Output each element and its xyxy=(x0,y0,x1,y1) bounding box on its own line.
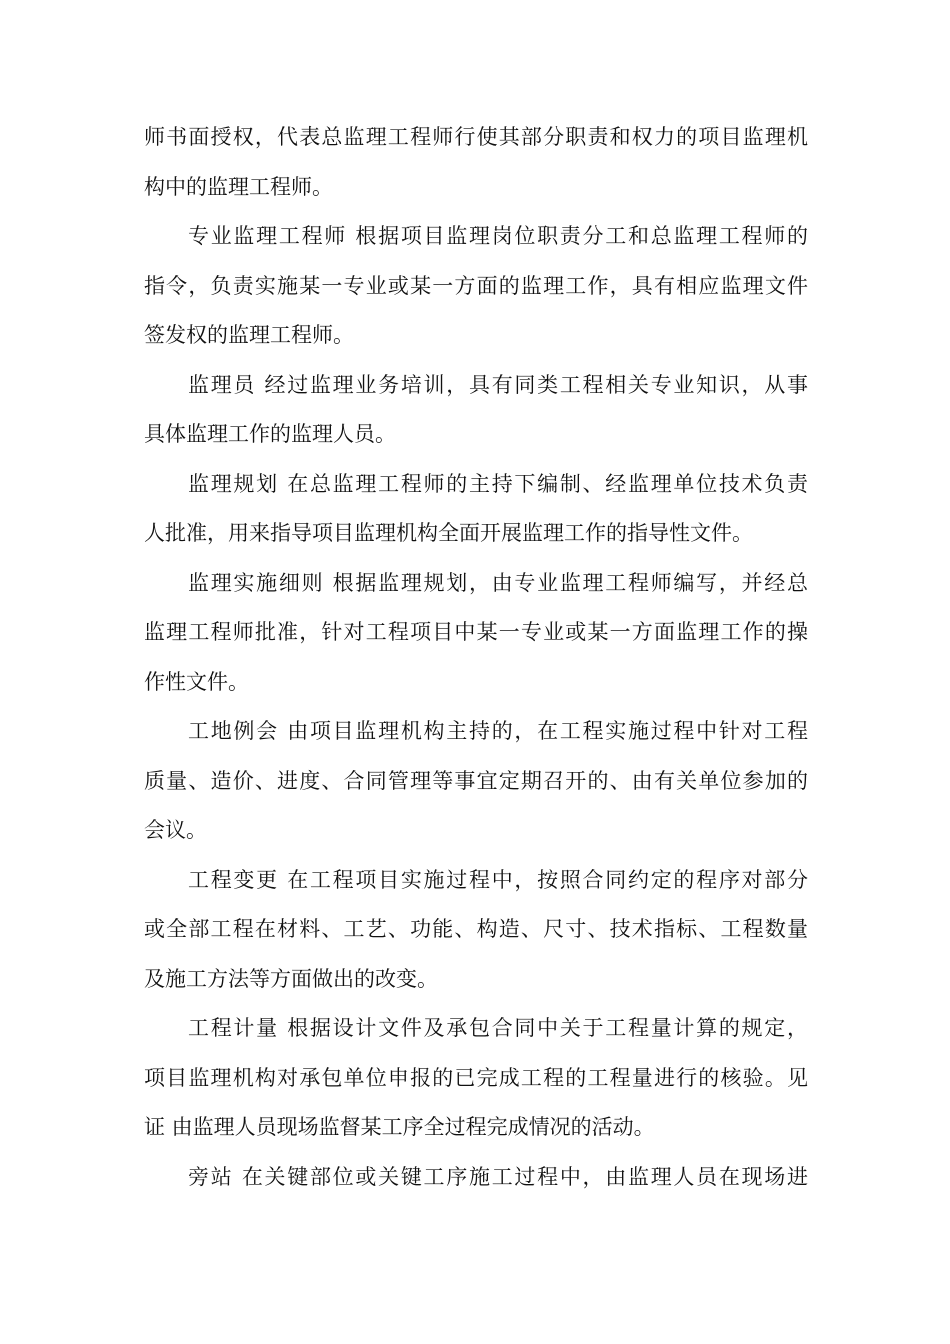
text-line-14: 质量、造价、进度、合同管理等事宜定期召开的、由有关单位参加的 xyxy=(144,768,808,793)
text-line-2: 构中的监理工程师。 xyxy=(144,174,333,199)
text-line-11: 监理工程师批准，针对工程项目中某一专业或某一方面监理工作的操 xyxy=(144,620,808,644)
document-body xyxy=(144,113,808,1202)
text-line-17: 或全部工程在材料、工艺、功能、构造、尺寸、技术指标、工程数量 xyxy=(144,917,808,941)
text-line-10: 监理实施细则 根据监理规划，由专业监理工程师编写，并经总 xyxy=(188,570,808,595)
text-line-1: 师书面授权，代表总监理工程师行使其部分职责和权力的项目监理机 xyxy=(144,125,808,149)
text-line-3: 专业监理工程师 根据项目监理岗位职责分工和总监理工程师的 xyxy=(188,224,808,248)
text-line-21: 证 由监理人员现场监督某工序全过程完成情况的活动。 xyxy=(144,1115,655,1139)
text-line-19: 工程计量 根据设计文件及承包合同中关于工程量计算的规定， xyxy=(188,1016,808,1040)
text-line-22: 旁站 在关键部位或关键工序施工过程中，由监理人员在现场进 xyxy=(188,1164,808,1189)
text-line-4: 指令，负责实施某一专业或某一方面的监理工作，具有相应监理文件 xyxy=(144,273,808,298)
text-line-12: 作性文件。 xyxy=(144,669,249,694)
text-line-15: 会议。 xyxy=(144,818,207,842)
text-line-8: 监理规划 在总监理工程师的主持下编制、经监理单位技术负责 xyxy=(188,471,808,496)
text-line-6: 监理员 经过监理业务培训，具有同类工程相关专业知识，从事 xyxy=(188,372,808,397)
text-line-7: 具体监理工作的监理人员。 xyxy=(144,422,396,446)
text-line-13: 工地例会 由项目监理机构主持的，在工程实施过程中针对工程 xyxy=(188,719,808,743)
text-line-9: 人批准，用来指导项目监理机构全面开展监理工作的指导性文件。 xyxy=(144,521,753,545)
text-line-20: 项目监理机构对承包单位申报的已完成工程的工程量进行的核验。见 xyxy=(144,1065,808,1090)
text-line-16: 工程变更 在工程项目实施过程中，按照合同约定的程序对部分 xyxy=(188,867,808,892)
text-line-5: 签发权的监理工程师。 xyxy=(144,323,354,347)
text-line-18: 及施工方法等方面做出的改变。 xyxy=(144,966,438,991)
